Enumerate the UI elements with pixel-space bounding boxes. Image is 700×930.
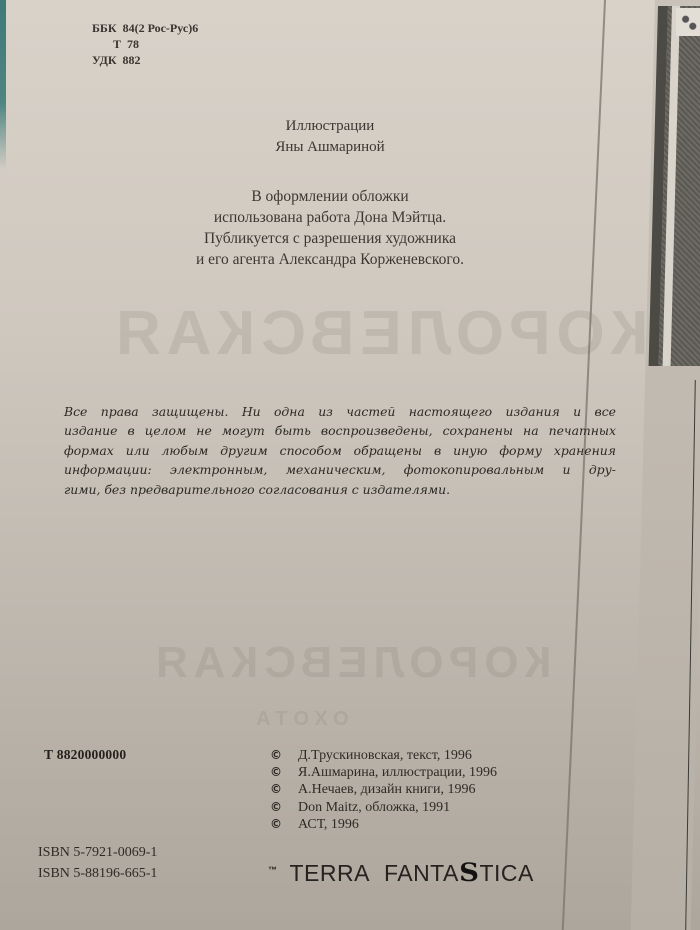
logo-word-terra: TERRA	[289, 860, 370, 886]
illustrator-name: Яны Ашмариной	[275, 139, 385, 155]
show-through-text: КОРОЛЕВСКАЯ	[150, 638, 552, 687]
ornament-icon	[676, 8, 700, 36]
trademark-icon: ™	[268, 865, 278, 875]
show-through-text: ОХОТА	[250, 708, 349, 730]
copyright-icon: ©	[270, 765, 282, 780]
dragon-letter-icon: S	[458, 858, 480, 887]
copyright-icon: ©	[270, 782, 282, 797]
cover-credit-line: и его агента Александра Корженевского.	[196, 251, 464, 268]
copyright-text: А.Нечаев, дизайн книги, 1996	[298, 782, 476, 798]
isbn-number: ISBN 5-7921-0069-1	[38, 845, 158, 860]
cover-credit-line: Публикуется с разрешения художника	[203, 230, 457, 247]
publisher-logo	[268, 858, 534, 887]
logo-word-tica: TICA	[479, 860, 534, 886]
copyright-item	[270, 799, 497, 816]
author-mark: Т 78	[92, 37, 140, 51]
cover-credit	[0, 186, 660, 270]
copyright-item	[270, 764, 497, 781]
copyright-item	[270, 816, 497, 833]
cover-credit-line: использована работа Дона Мэйтца.	[213, 209, 447, 226]
copyright-text: АСТ, 1996	[298, 816, 359, 832]
library-classification	[92, 20, 198, 68]
copyright-text: Д.Трускиновская, текст, 1996	[298, 748, 472, 763]
logo-word-fanta: FANTA	[383, 860, 459, 886]
rights-line: формах или любым другим способом обращены в иную форму хранения	[64, 442, 616, 458]
show-through-text: КОРОЛЕВСКАЯ	[110, 299, 649, 368]
rights-line: издание в целом не могут быть воспроизведены, сохранены на печатных	[64, 423, 616, 439]
rights-notice	[64, 402, 616, 499]
publication-code: Т 8820000000	[44, 747, 127, 762]
rights-line: Все права защищены. Ни одна из частей настоящего издания и все	[64, 404, 616, 419]
copyright-icon: ©	[270, 748, 282, 762]
copyright-list	[270, 747, 497, 833]
cover-credit-line: В оформлении обложки	[251, 188, 409, 205]
isbn-block	[38, 842, 157, 884]
copyright-icon: ©	[270, 799, 282, 814]
rights-line: информации: электронным, механическим, фотокопировальным и дру-	[64, 462, 616, 478]
copyright-item	[270, 747, 497, 764]
rights-line: гими, без предварительного согласования с издателями.	[64, 481, 451, 497]
copyright-item	[270, 781, 497, 798]
udk-code: УДК 882	[92, 53, 141, 67]
illustrations-label: Иллюстрации	[285, 118, 375, 134]
bbk-code: ББК 84(2 Рос-Рус)6	[92, 21, 199, 35]
illustrations-credit	[0, 116, 660, 158]
copyright-text: Don Maitz, обложка, 1991	[298, 799, 451, 815]
isbn-number: ISBN 5-88196-665-1	[38, 866, 158, 881]
copyright-icon: ©	[270, 816, 282, 831]
copyright-text: Я.Ашмарина, иллюстрации, 1996	[298, 765, 498, 781]
